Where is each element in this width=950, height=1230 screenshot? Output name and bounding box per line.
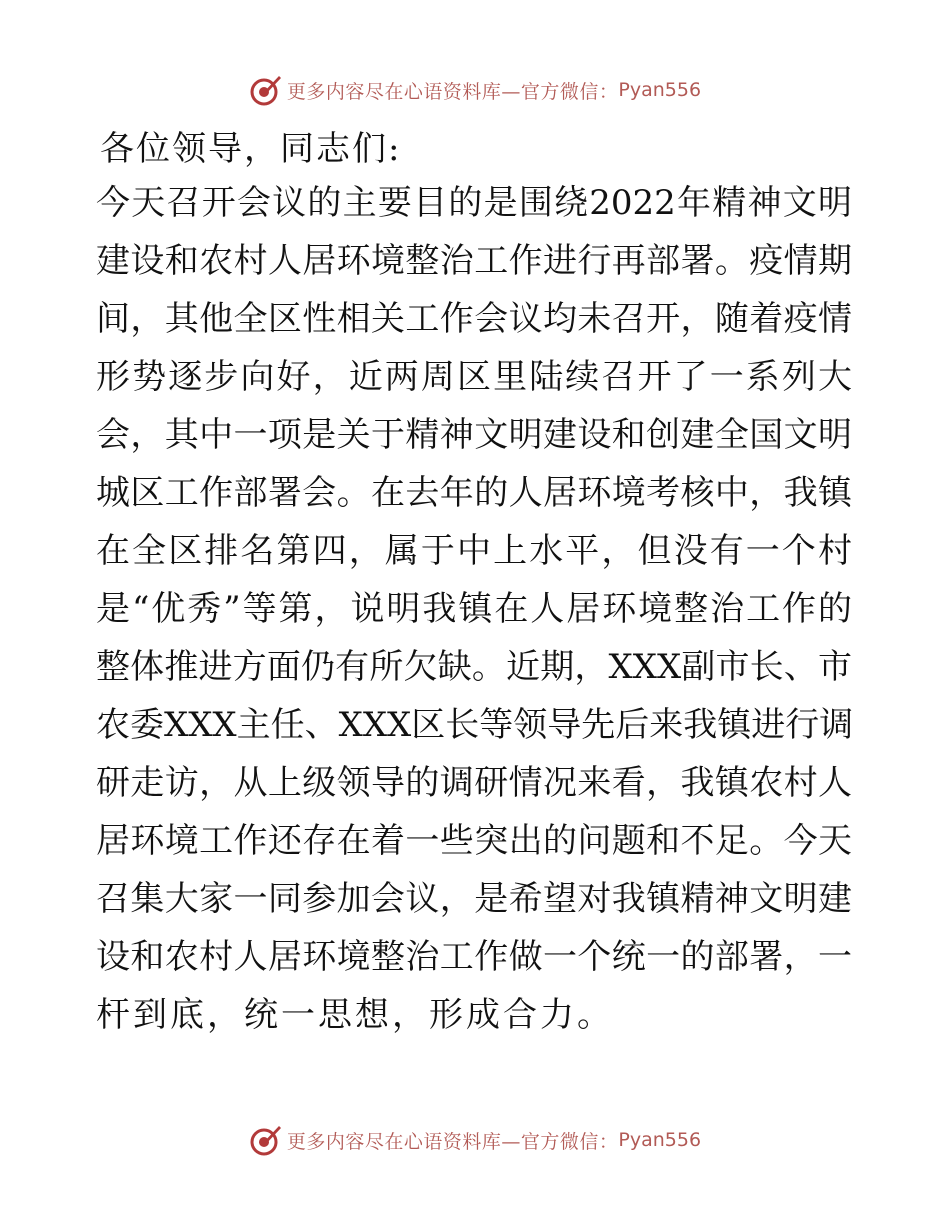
text-line: 间，其他全区性相关工作会议均未召开，随着疫情 (96, 299, 852, 339)
text-line: 居环境工作还存在着一些突出的问题和不足。今天 (96, 821, 852, 861)
text-line: 今天召开会议的主要目的是围绕2022年精神文明 (96, 183, 852, 223)
text-line: 研走访，从上级领导的调研情况来看，我镇农村人 (96, 763, 852, 803)
text-line: 形势逐步向好，近两周区里陆续召开了一系列大 (96, 357, 852, 397)
banner-text: 更多内容尽在心语资料库—官方微信： (286, 1130, 619, 1153)
text-line: 城区工作部署会。在去年的人居环境考核中，我镇 (96, 473, 852, 513)
banner-wechat-id: Pyan556 (618, 79, 702, 101)
text-line: 召集大家一同参加会议，是希望对我镇精神文明建 (96, 879, 852, 919)
text-line: 设和农村人居环境整治工作做一个统一的部署，一 (96, 937, 852, 977)
speech-paragraph (96, 174, 852, 1044)
banner-wechat-id: Pyan556 (618, 1129, 702, 1151)
text-line: 农委XXX主任、XXX区长等领导先后来我镇进行调 (96, 705, 854, 745)
footer-banner (0, 1120, 950, 1160)
text-line: 建设和农村人居环境整治工作进行再部署。疫情期 (96, 241, 852, 281)
text-line: 会，其中一项是关于精神文明建设和创建全国文明 (96, 415, 852, 455)
quill-pen-logo-icon (249, 1123, 283, 1157)
text-line: 在全区排名第四，属于中上水平，但没有一个村 (96, 531, 852, 571)
text-line: 是“优秀”等第，说明我镇在人居环境整治工作的 (96, 589, 852, 629)
quill-pen-logo-icon (249, 73, 283, 107)
text-line: 杆到底，统一思想，形成合力。 (96, 995, 614, 1035)
text-line: 整体推进方面仍有所欠缺。近期，XXX副市长、市 (96, 647, 852, 687)
salutation: 各位领导，同志们: (100, 129, 402, 169)
header-banner (0, 70, 950, 110)
banner-text: 更多内容尽在心语资料库—官方微信： (286, 80, 619, 103)
